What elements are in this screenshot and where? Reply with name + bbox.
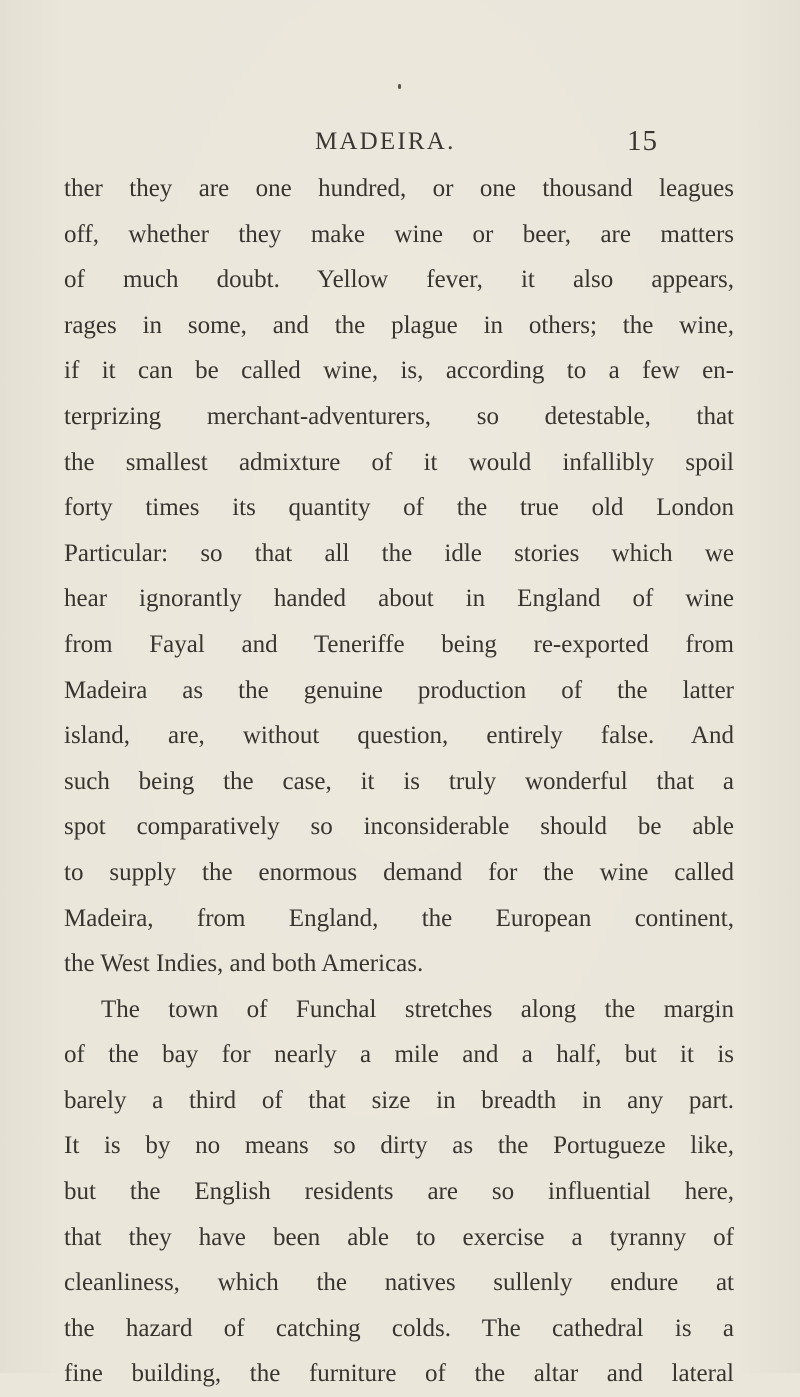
text-line: but the English residents are so influential here, [64,1178,734,1206]
paragraph-end-line: the West Indies, and both Americas. [64,950,424,978]
page-number: 15 [627,125,658,157]
text-line: ther they are one hundred, or one thousand leagues [64,175,734,202]
text-line: that they have been able to exercise a tyranny of [64,1223,734,1251]
text-line: cleanliness, which the natives sullenly endure at [64,1269,734,1297]
text-line: Madeira as the genuine production of the latter [64,676,734,704]
text-line: of much doubt. Yellow fever, it also appears, [64,266,734,294]
paragraph-start-line: The town of Funchal stretches along the margin [101,995,734,1023]
text-line: if it can be called wine, is, according to a few en- [64,357,734,385]
text-line: barely a third of that size in breadth in any part. [64,1086,734,1114]
text-line: to supply the enormous demand for the wine called [64,858,734,886]
text-line: the hazard of catching colds. The cathedral is a [64,1314,734,1342]
body-text [64,166,734,1397]
text-line: forty times its quantity of the true old London [64,494,734,522]
text-line: rages in some, and the plague in others; the wine, [64,311,734,339]
text-line: off, whether they make wine or beer, are matters [64,220,734,248]
text-line: from Fayal and Teneriffe being re-exported from [64,630,734,658]
text-line: hear ignorantly handed about in England of wine [64,585,734,613]
text-line: It is by no means so dirty as the Portugueze like, [64,1132,734,1160]
text-line: Madeira, from England, the European continent, [64,904,734,932]
text-line: the smallest admixture of it would infallibly spoil [64,448,734,476]
text-line: fine building, the furniture of the altar and lateral [64,1360,734,1388]
text-line: such being the case, it is truly wonderful that a [64,767,734,795]
text-line: island, are, without question, entirely false. And [64,722,734,750]
ink-speck [398,84,401,89]
text-line: Particular: so that all the idle stories which we [64,539,734,567]
text-line: terprizing merchant-adventurers, so detestable, that [64,402,734,430]
running-head [0,127,800,161]
text-line: spot comparatively so inconsiderable should be able [64,813,734,841]
text-line: of the bay for nearly a mile and a half, but it is [64,1041,734,1069]
running-head-title: MADEIRA. [315,128,456,155]
